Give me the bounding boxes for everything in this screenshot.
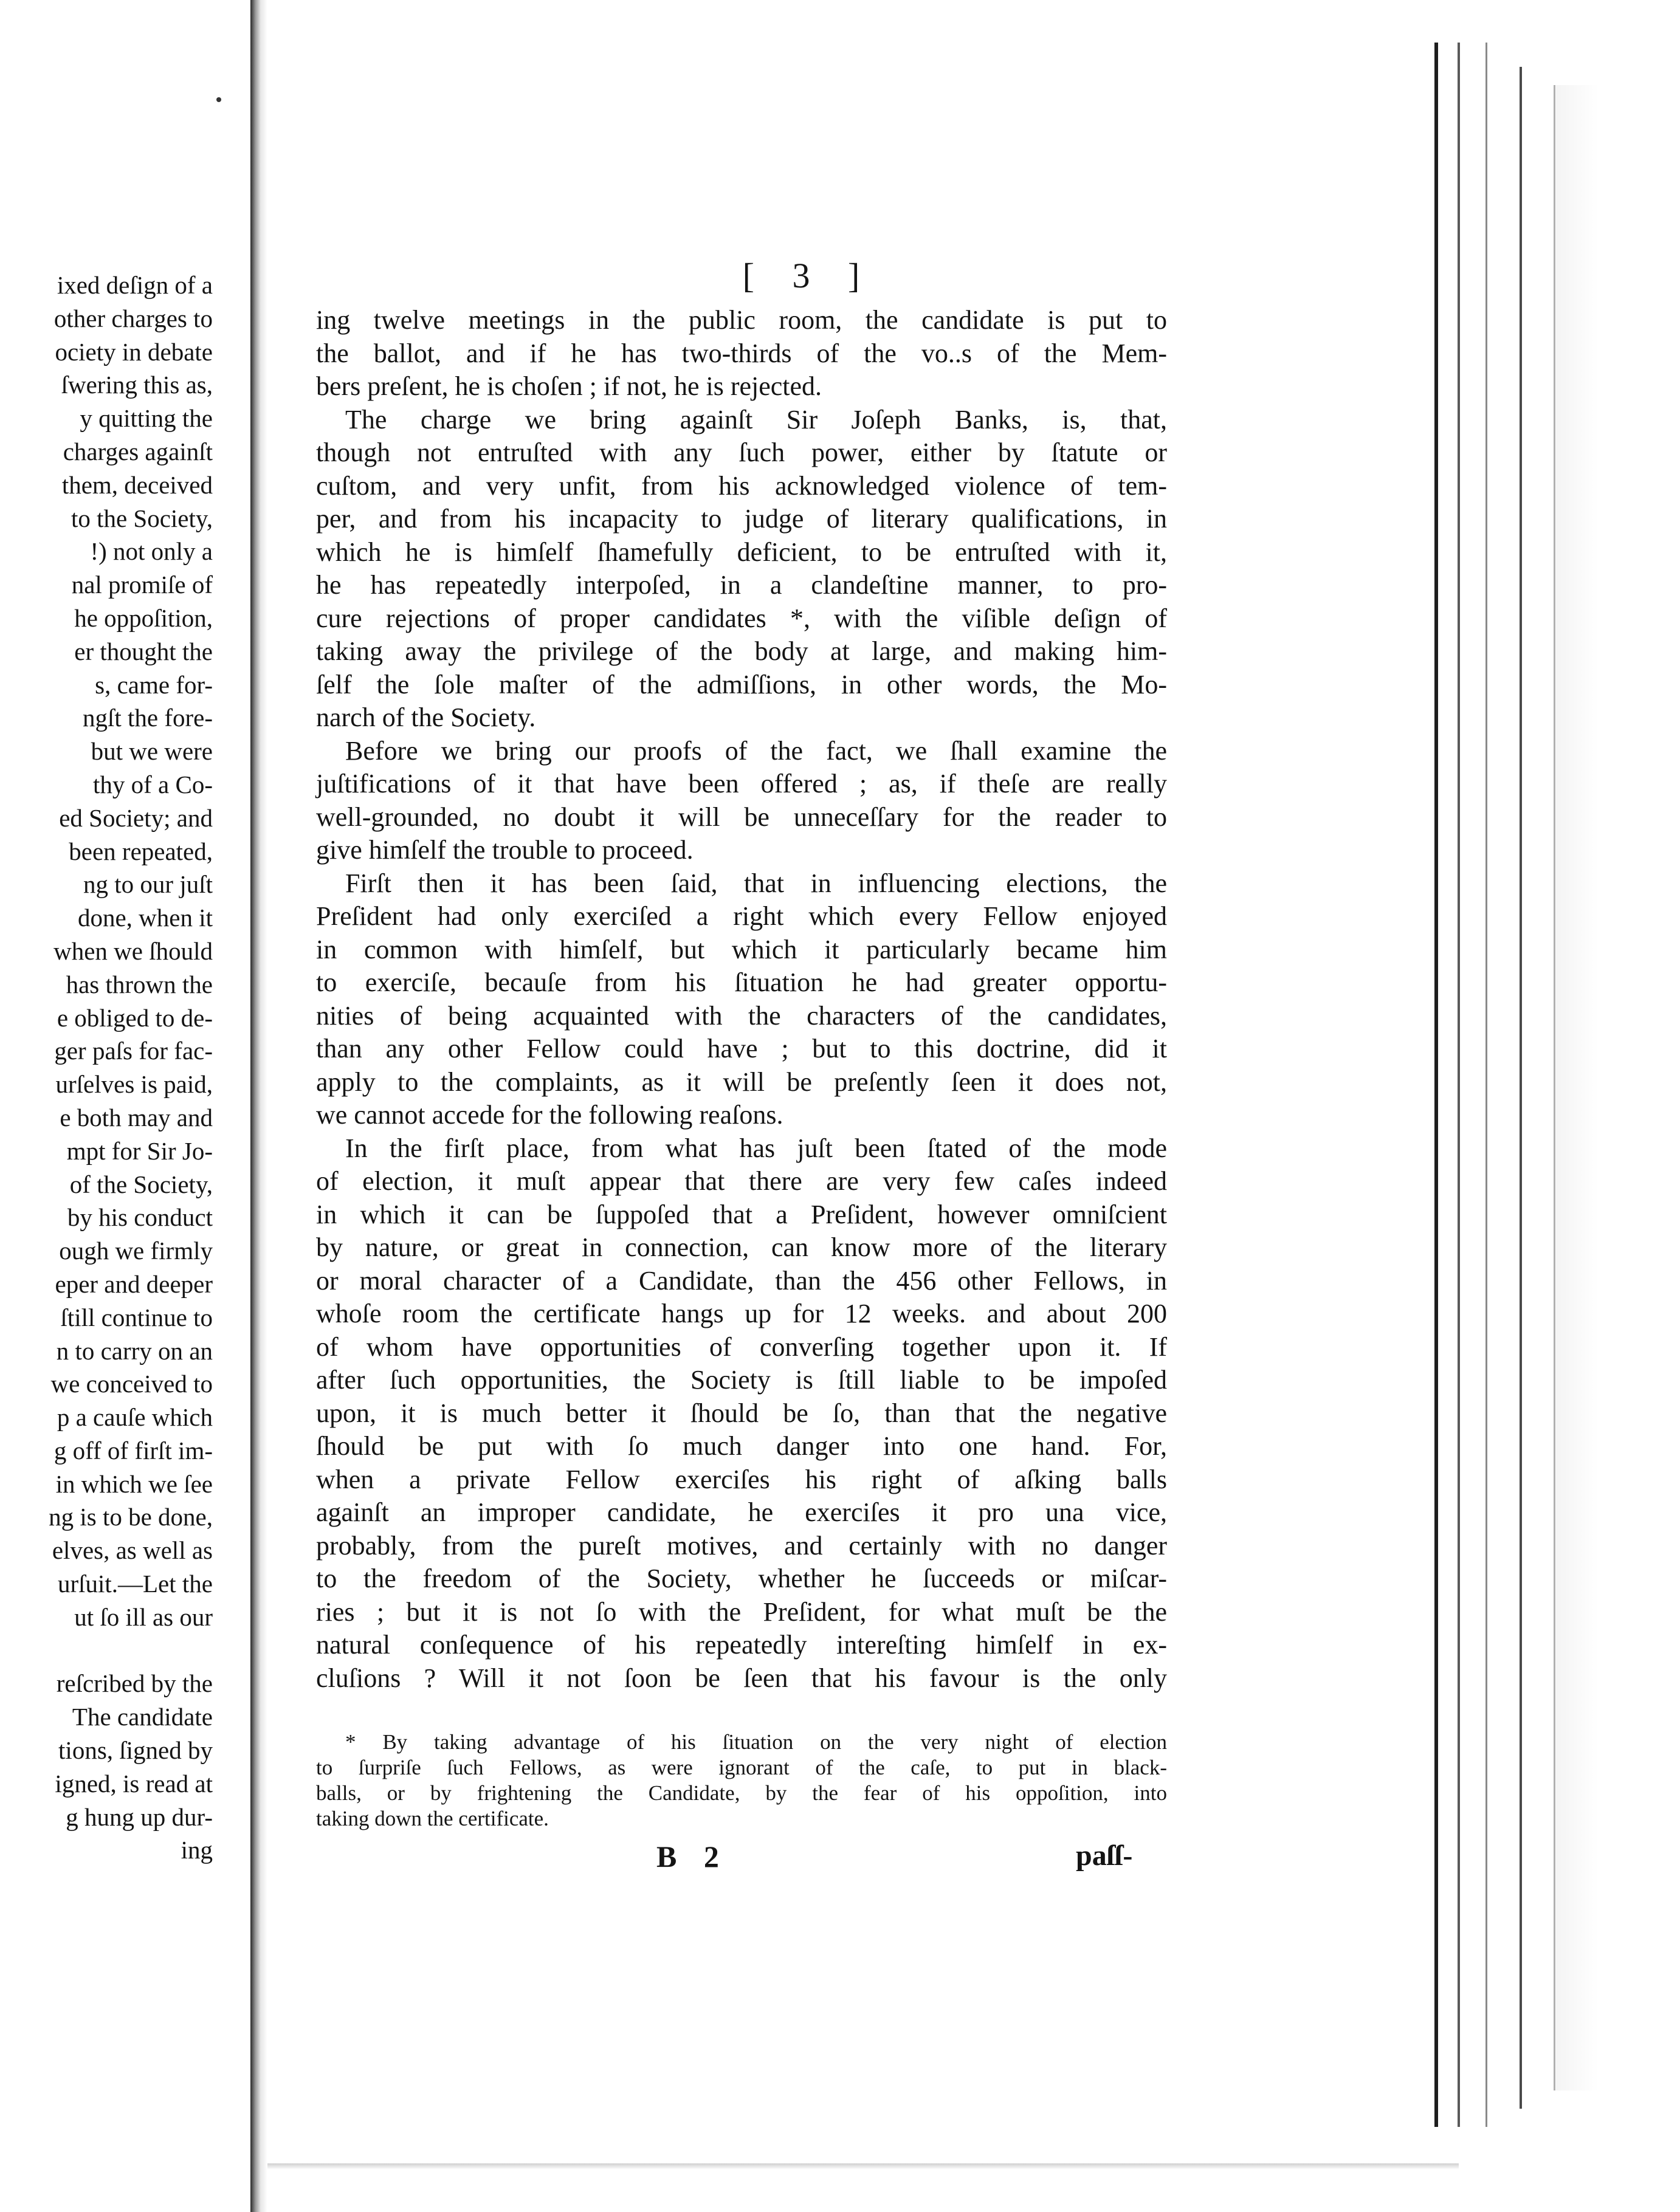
page-number: [ 3 ] xyxy=(742,256,875,295)
text-line: well-grounded, no doubt it will be unneceſſary for the reader to xyxy=(316,802,1167,832)
text-line: taking away the privilege of the body at large, and making him- xyxy=(316,636,1167,666)
footnote xyxy=(316,1729,1167,1832)
text-line: ng to our juſt xyxy=(83,870,213,899)
text-line: of election, it muſt appear that there are very few caſes indeed xyxy=(316,1166,1167,1196)
signature-mark: B 2 xyxy=(656,1839,729,1874)
text-line: nal promiſe of xyxy=(71,571,213,599)
text-line: y quitting the xyxy=(80,404,213,433)
body-text xyxy=(316,304,1167,1695)
text-line: ing twelve meetings in the public room, the candidate is put to xyxy=(316,305,1167,335)
text-line: of whom have opportunities of converſing together upon it. If xyxy=(316,1331,1167,1362)
text-line: ough we firmly xyxy=(59,1237,213,1265)
text-line: in which it can be ſuppoſed that a Preſident, however omniſcient xyxy=(316,1199,1167,1229)
text-line: give himſelf the trouble to proceed. xyxy=(316,835,694,865)
page-edge-line xyxy=(1434,43,1438,2127)
text-line: ries ; but it is not ſo with the Preſident, for what muſt be the xyxy=(316,1596,1167,1627)
text-line: againſt an improper candidate, he exerciſes it pro una vice, xyxy=(316,1497,1167,1527)
footnote-line: to ſurpriſe ſuch Fellows, as were ignorant of the caſe, to put in black- xyxy=(316,1756,1167,1779)
text-line: Before we bring our proofs of the fact, we ſhall examine the xyxy=(345,735,1167,766)
text-line: though not entruſted with any ſuch power, either by ſtatute or xyxy=(316,438,1167,467)
text-line: g off of firſt im- xyxy=(53,1436,213,1465)
page-edges xyxy=(1434,0,1680,2212)
text-line: probably, from the pureſt motives, and certainly with no danger xyxy=(316,1530,1167,1561)
text-line: reſcribed by the xyxy=(56,1669,213,1698)
text-line: he has repeatedly interpoſed, in a clandeſtine manner, to pro- xyxy=(316,570,1167,600)
text-line: in which we ſee xyxy=(55,1469,213,1498)
text-line: e both may and xyxy=(60,1103,213,1132)
text-line: ed Society; and xyxy=(59,803,213,832)
text-line: in common with himſelf, but which it particularly became him xyxy=(316,934,1167,964)
text-line: cuſtom, and very unfit, from his acknowledged violence of tem- xyxy=(316,470,1167,501)
text-line: upon, it is much better it ſhould be ſo, than that the negative xyxy=(316,1398,1167,1428)
text-line: natural conſequence of his repeatedly intereſting himſelf in ex- xyxy=(316,1630,1167,1660)
text-line: mpt for Sir Jo- xyxy=(66,1136,213,1165)
text-line: by nature, or great in connection, can know more of the literary xyxy=(316,1232,1167,1262)
left-page-fragment xyxy=(0,0,250,2212)
text-line: ngſt the fore- xyxy=(82,704,213,732)
text-line: of the Society, xyxy=(69,1170,213,1198)
text-line: when we ſhould xyxy=(53,936,213,965)
text-line: the ballot, and if he has two-thirds of the vo..s of the Mem- xyxy=(316,338,1167,368)
text-line: igned, is read at xyxy=(55,1769,213,1798)
text-line: In the firſt place, from what has juſt been ſtated of the mode xyxy=(345,1133,1167,1163)
text-line: apply to the complaints, as it will be preſently ſeen it does not, xyxy=(316,1066,1167,1097)
footnote-line: * By taking advantage of his ſituation on the very night of election xyxy=(345,1730,1167,1754)
text-line: than any other Fellow could have ; but to this doctrine, did it xyxy=(316,1034,1167,1063)
text-line: them, deceived xyxy=(61,470,213,499)
text-line: urſelves is paid, xyxy=(55,1070,213,1099)
text-line: ſhould be put with ſo much danger into one hand. For, xyxy=(316,1431,1167,1461)
text-line: nities of being acquainted with the characters of the candidates, xyxy=(316,1000,1167,1031)
text-line: charges againſt xyxy=(63,437,213,465)
page-edge-shade xyxy=(1556,85,1599,2090)
text-line: ixed deſign of a xyxy=(57,271,213,299)
text-line: other charges to xyxy=(53,304,213,332)
text-line: The candidate xyxy=(72,1703,213,1731)
text-line: to the freedom of the Society, whether he ſucceeds or miſcar- xyxy=(316,1564,1167,1593)
main-page xyxy=(267,0,1434,2212)
text-line: cluſions ? Will it not ſoon be ſeen that his favour is the only xyxy=(316,1663,1167,1693)
text-line: s, came for- xyxy=(95,670,213,699)
text-line: Preſident had only exerciſed a right which every Fellow enjoyed xyxy=(316,901,1167,931)
text-line: The charge we bring againſt Sir Joſeph Banks, is, that, xyxy=(345,404,1167,434)
text-line xyxy=(49,1634,213,1668)
book-gutter xyxy=(250,0,267,2212)
page-edge-line xyxy=(1554,85,1555,2090)
text-line: which he is himſelf ſhamefully deficient, to be entruſted with it, xyxy=(316,537,1167,567)
text-line: or moral character of a Candidate, than the 456 other Fellows, in xyxy=(316,1265,1167,1296)
text-line: bers preſent, he is choſen ; if not, he is rejected. xyxy=(316,371,822,401)
text-line: we cannot accede for the following reaſons. xyxy=(316,1100,783,1130)
text-line: p a cauſe which xyxy=(57,1403,213,1432)
text-line: elves, as well as xyxy=(52,1536,213,1565)
footnote-line: balls, or by frightening the Candidate, by the fear of his oppoſition, into xyxy=(316,1781,1167,1805)
text-line: he oppoſition, xyxy=(74,603,213,632)
text-line: to exerciſe, becauſe from his ſituation he had greater opportu- xyxy=(316,967,1167,997)
text-line: juſtifications of it that have been offered ; as, if theſe are really xyxy=(316,769,1167,799)
page-edge-line xyxy=(1458,43,1460,2127)
footnote-line: taking down the certificate. xyxy=(316,1807,549,1830)
left-page-text xyxy=(49,269,213,1867)
text-line: ut ſo ill as our xyxy=(74,1602,213,1631)
text-line: but we were xyxy=(91,737,213,766)
catchword: paſſ- xyxy=(1076,1839,1133,1872)
text-line: eper and deeper xyxy=(55,1269,213,1298)
text-line: ger paſs for fac- xyxy=(54,1037,213,1065)
text-line: n to carry on an xyxy=(56,1336,213,1365)
text-line: ſelf the ſole maſter of the admiſſions, in other words, the Mo- xyxy=(316,669,1167,699)
text-line: g hung up dur- xyxy=(66,1802,213,1831)
text-line: has thrown the xyxy=(66,970,213,998)
text-line: cure rejections of proper candidates *, with the viſible deſign of xyxy=(316,603,1167,633)
text-line: ſtill continue to xyxy=(60,1303,213,1331)
text-line: ng is to be done, xyxy=(49,1503,213,1531)
text-line: after ſuch opportunities, the Society is ſtill liable to be impoſed xyxy=(316,1365,1167,1395)
text-line: urſuit.—Let the xyxy=(57,1570,213,1598)
text-line: we conceived to xyxy=(50,1370,213,1398)
text-line: ing xyxy=(181,1836,213,1864)
text-line: e obliged to de- xyxy=(57,1003,213,1032)
page-edge-line xyxy=(1485,43,1487,2127)
page-edge-line xyxy=(1520,67,1522,2109)
text-line: to the Society, xyxy=(71,504,213,532)
text-line: ociety in debate xyxy=(55,337,213,366)
text-line: !) not only a xyxy=(90,537,213,566)
text-line: Firſt then it has been ſaid, that in influencing elections, the xyxy=(345,868,1167,898)
text-line: when a private Fellow exerciſes his right of aſking balls xyxy=(316,1464,1167,1494)
text-line: by his conduct xyxy=(67,1203,213,1232)
text-line: done, when it xyxy=(77,904,213,932)
text-line: tions, ſigned by xyxy=(58,1736,213,1765)
page-bottom-edge xyxy=(267,2163,1459,2169)
text-line: er thought the xyxy=(74,637,213,665)
text-line: narch of the Society. xyxy=(316,702,536,732)
text-line: been repeated, xyxy=(69,837,213,865)
text-line: whoſe room the certificate hangs up for 12 weeks. and about 200 xyxy=(316,1299,1167,1328)
text-line: thy of a Co- xyxy=(93,770,213,799)
text-line: ſwering this as, xyxy=(61,371,213,399)
ink-speck xyxy=(216,97,221,102)
text-line: per, and from his incapacity to judge of literary qualifications, in xyxy=(316,504,1167,534)
